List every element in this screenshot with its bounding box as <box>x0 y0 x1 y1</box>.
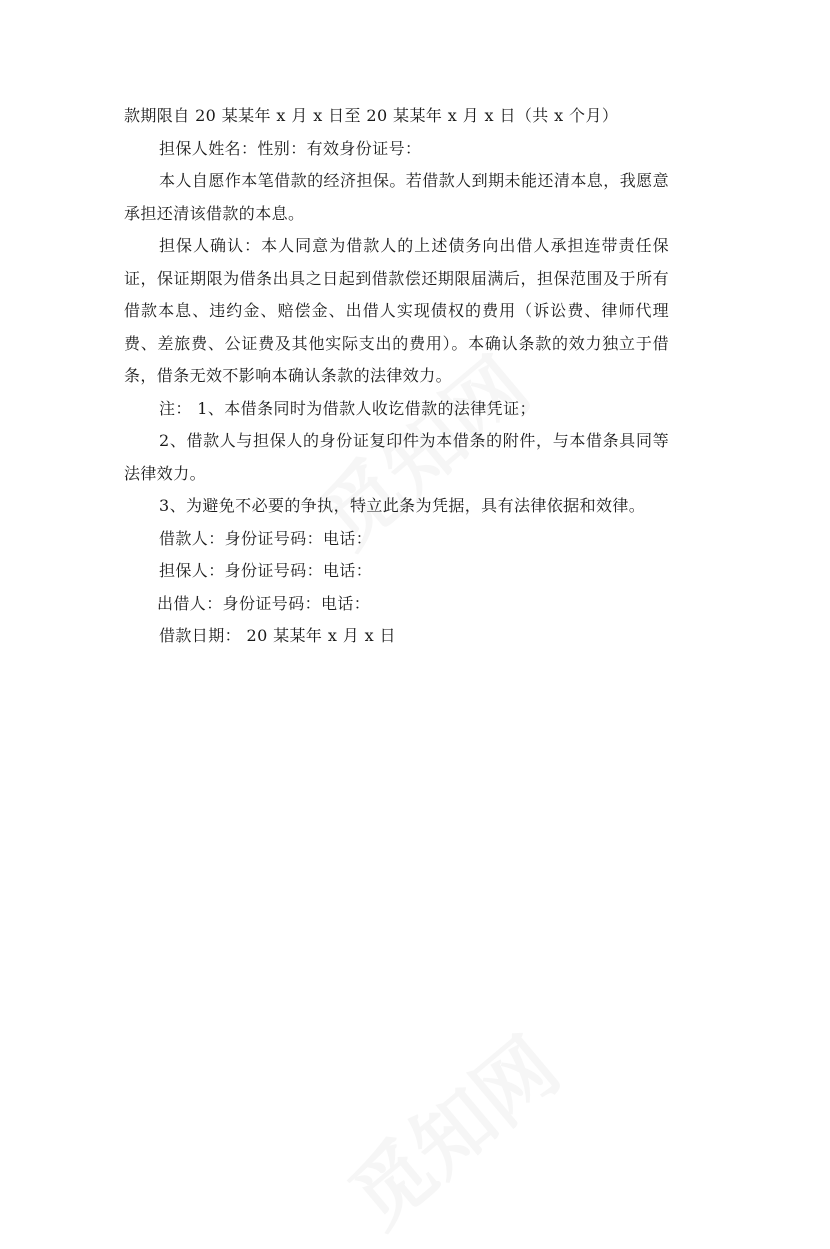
note-item-1: 注： 1、本借条同时为借款人收讫借款的法律凭证； <box>159 398 536 418</box>
guarantor-info-line: 担保人姓名：性别：有效身份证号： <box>159 138 422 158</box>
guarantee-statement-paragraph: 本人自愿作本笔借款的经济担保。若借款人到期未能还清本息，我愿意承担还清该借款的本息。 <box>124 171 669 223</box>
document-body <box>124 100 669 653</box>
loan-term-paragraph: 款期限自 20 某某年 x 月 x 日至 20 某某年 x 月 x 日（共 x 个月） <box>124 106 619 125</box>
lender-signature-line: 出借人：身份证号码：电话： <box>157 593 371 613</box>
watermark <box>321 1006 579 1248</box>
note-item-3: 3、为避免不必要的争执，特立此条为凭据，具有法律依据和效律。 <box>159 496 646 515</box>
guarantor-confirmation-paragraph: 担保人确认：本人同意为借款人的上述债务向出借人承担连带责任保证，保证期限为借条出具之日起到借款偿还期限届满后，担保范围及于所有借款本息、违约金、赔偿金、出借人实现债权的费用（诉讼费、律师代理费、差旅费、公证费及其他实际支出的费用）。本确认条款的效力独立于借条，借条无效不影响本确认条款的法律效力。 <box>124 236 669 385</box>
guarantor-signature-line: 担保人：身份证号码：电话： <box>159 561 373 580</box>
note-item-2: 2、借款人与担保人的身份证复印件为本借条的附件，与本借条具同等法律效力。 <box>124 431 669 483</box>
borrower-signature-line: 借款人：身份证号码：电话： <box>159 528 373 548</box>
loan-date-line: 借款日期： 20 某某年 x 月 x 日 <box>159 626 396 645</box>
